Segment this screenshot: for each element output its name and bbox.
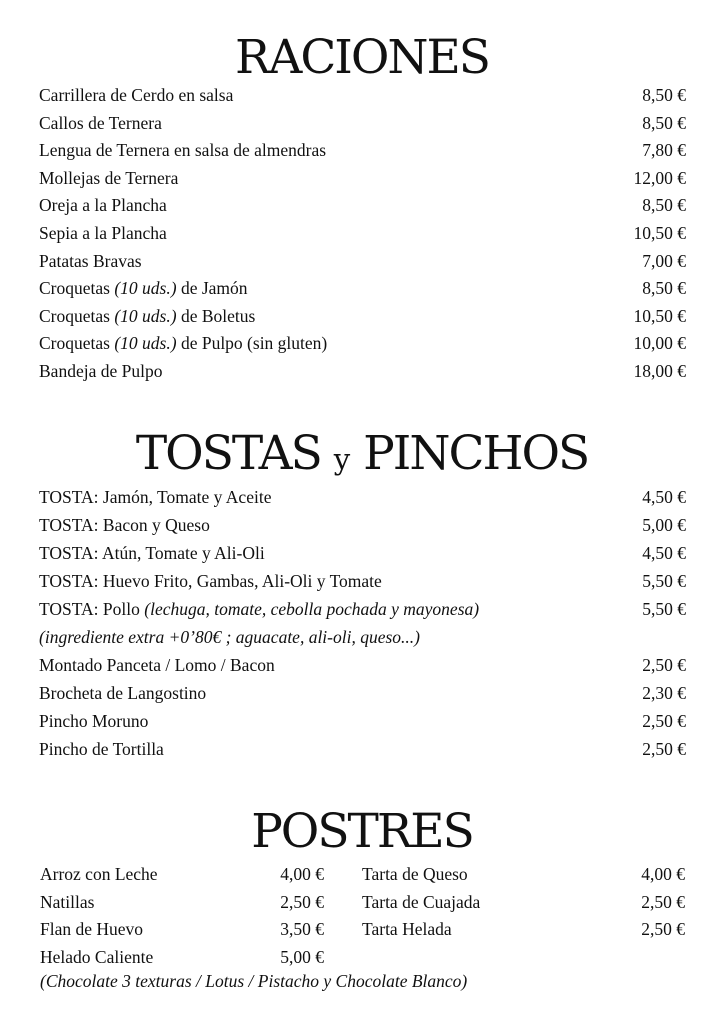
item-price: 4,00 € — [280, 864, 324, 884]
item-price: 7,00 € — [642, 250, 686, 271]
item-price: 3,50 € — [280, 919, 324, 939]
postres-left-list — [40, 866, 324, 976]
item-price: 8,50 € — [642, 85, 686, 105]
item-name: TOSTA: Atún, Tomate y Ali-Oli — [39, 543, 265, 563]
item-price: 12,00 € — [633, 167, 686, 188]
item-name: TOSTA: Bacon y Queso — [39, 515, 210, 535]
item-price: 2,50 € — [642, 739, 686, 759]
menu-item — [39, 250, 686, 281]
item-name: TOSTA: Huevo Frito, Gambas, Ali-Oli y Tomate — [39, 571, 382, 591]
item-quantity-note: (10 uds.) — [114, 278, 177, 299]
item-price: 10,50 € — [633, 222, 686, 243]
item-price: 8,50 € — [642, 195, 686, 216]
item-price: 2,50 € — [641, 891, 685, 912]
item-name: Flan de Huevo — [40, 919, 144, 939]
menu-item — [39, 335, 686, 363]
tostas-title-connector: y — [333, 442, 351, 476]
item-name: Montado Panceta / Lomo / Bacon — [39, 655, 275, 675]
item-price: 4,00 € — [641, 864, 685, 884]
item-name: Natillas — [40, 891, 95, 912]
menu-item — [39, 741, 686, 769]
item-price: 5,00 € — [280, 946, 324, 967]
item-name-part: Croquetas — [39, 333, 115, 354]
item-name — [39, 280, 248, 298]
item-price: 10,00 € — [633, 333, 686, 354]
item-name: Callos de Ternera — [39, 112, 162, 133]
item-price: 4,50 € — [642, 543, 686, 563]
menu-item — [39, 713, 686, 741]
postres-right-list — [362, 866, 685, 949]
item-name: Tarta de Cuajada — [362, 891, 481, 912]
menu-item — [39, 601, 686, 629]
item-name: Bandeja de Pulpo — [39, 360, 163, 381]
tostas-list — [39, 489, 686, 769]
item-price: 2,30 € — [642, 683, 686, 703]
item-name: Tarta de Queso — [362, 864, 468, 884]
item-name-part: TOSTA: Pollo — [39, 599, 145, 619]
item-price: 2,50 € — [280, 891, 324, 912]
item-price: 2,50 € — [641, 919, 685, 939]
menu-item — [39, 280, 686, 308]
item-name: Arroz con Leche — [40, 864, 158, 884]
item-name: Oreja a la Plancha — [39, 195, 167, 216]
item-name-part: Croquetas — [39, 305, 115, 326]
tostas-title-part: PINCHOS — [350, 426, 589, 481]
menu-item — [39, 87, 686, 115]
item-name: Brocheta de Langostino — [39, 683, 207, 703]
menu-item — [362, 891, 685, 922]
item-name-part: de Boletus — [176, 305, 256, 326]
menu-item — [39, 167, 686, 198]
menu-item — [40, 891, 324, 922]
item-name: TOSTA: Jamón, Tomate y Aceite — [39, 487, 272, 507]
helado-flavours-note: (Chocolate 3 texturas / Lotus / Pistacho y Chocolate Blanco) — [40, 971, 468, 991]
menu-item — [39, 112, 686, 143]
raciones-title: RACIONES — [234, 30, 490, 85]
menu-item — [39, 573, 686, 601]
item-price: 8,50 € — [642, 112, 686, 133]
item-name: Mollejas de Ternera — [39, 167, 179, 188]
menu-item — [362, 866, 685, 894]
menu-item — [39, 657, 686, 685]
item-name — [39, 335, 327, 353]
item-name: Helado Caliente — [40, 946, 154, 967]
menu-item — [362, 921, 685, 949]
menu-item — [39, 685, 686, 713]
tostas-title-part: TOSTAS — [135, 426, 334, 481]
menu-item — [39, 489, 686, 517]
item-name: Patatas Bravas — [39, 250, 142, 271]
item-name — [39, 601, 479, 619]
postres-title: POSTRES — [251, 804, 473, 859]
item-name: Tarta Helada — [362, 919, 452, 939]
item-name-part: de Jamón — [176, 278, 248, 299]
item-name: Carrillera de Cerdo en salsa — [39, 85, 234, 105]
menu-item — [39, 360, 686, 391]
item-name-part: de Pulpo (sin gluten) — [176, 333, 328, 354]
extra-ingredient-note: (ingrediente extra +0’80€ ; aguacate, ali-oli, queso...) — [39, 627, 421, 647]
item-price: 8,50 € — [642, 278, 686, 299]
menu-item — [39, 222, 686, 253]
item-name — [39, 305, 256, 326]
item-name: Lengua de Ternera en salsa de almendras — [39, 140, 327, 161]
menu-item — [39, 197, 686, 225]
menu-item — [40, 866, 324, 894]
menu-item — [39, 545, 686, 573]
item-name: Pincho Moruno — [39, 711, 149, 731]
item-name: Sepia a la Plancha — [39, 222, 167, 243]
menu-item — [39, 517, 686, 545]
item-price: 10,50 € — [633, 305, 686, 326]
item-price: 5,50 € — [642, 571, 686, 591]
item-ingredients: (lechuga, tomate, cebolla pochada y mayonesa) — [144, 599, 480, 619]
tostas-title — [0, 426, 724, 481]
item-price: 7,80 € — [642, 140, 686, 161]
item-price: 4,50 € — [642, 487, 686, 507]
item-name: Pincho de Tortilla — [39, 739, 164, 759]
item-price: 2,50 € — [642, 655, 686, 675]
item-price: 18,00 € — [633, 360, 686, 381]
menu-item — [39, 305, 686, 336]
item-name-part: Croquetas — [39, 278, 115, 299]
item-quantity-note: (10 uds.) — [114, 305, 177, 326]
menu-item — [40, 921, 324, 949]
raciones-list — [39, 87, 686, 391]
item-price: 2,50 € — [642, 711, 686, 731]
item-quantity-note: (10 uds.) — [114, 333, 177, 354]
item-price: 5,00 € — [642, 515, 686, 535]
item-price: 5,50 € — [642, 599, 686, 619]
menu-item — [39, 142, 686, 170]
